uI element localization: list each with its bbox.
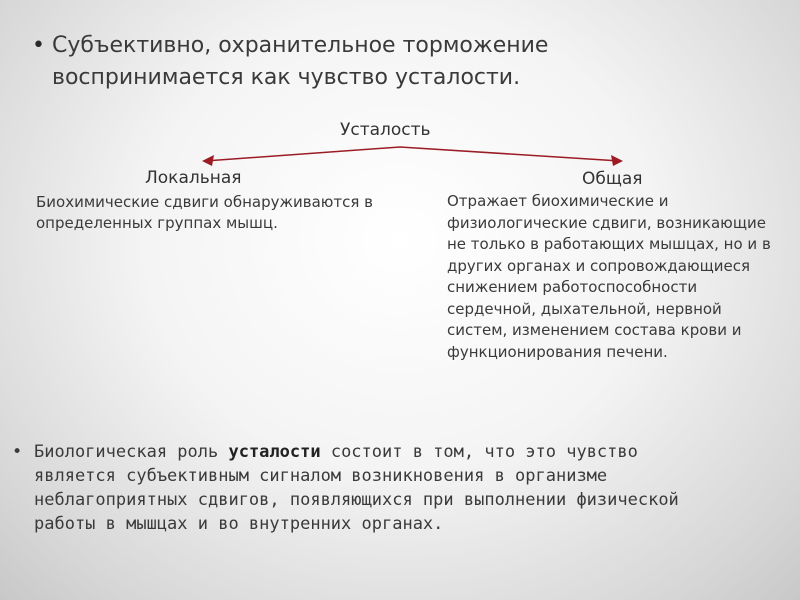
bullet-dot-icon: •	[32, 33, 45, 58]
bottom-bullet-bold-term: усталости	[228, 442, 321, 462]
top-bullet-text: Субъективно, охранительное торможение воспринимается как чувство усталости.	[52, 33, 549, 90]
bottom-bullet-text-after: состоит в том, что это чувство является субъективным сигналом возникновения в организме неблагоприятных сдвигов, появляющихся при выполнении физической работы в мышцах и во внутренних органах.	[34, 442, 679, 534]
local-fatigue-description: Биохимические сдвиги обнаруживаются в определенных группах мышц.	[36, 193, 374, 232]
bottom-bullet-text	[34, 440, 714, 536]
local-fatigue-heading: Локальная	[145, 168, 242, 188]
general-fatigue-description: Отражает биохимические и физиологические сдвиги, возникающие не только в работающих мышцах, но и в других органах и сопровождающиеся снижением работоспособности сердечной, дыхательной, нервной систем, изменением состава крови и функционирования печени.	[447, 192, 771, 361]
bottom-bullet-text-before: Биологическая роль	[34, 442, 229, 462]
arrowhead-left-icon	[202, 155, 214, 166]
diagram-arrow-line	[205, 147, 620, 161]
diagram-root-label: Усталость	[340, 120, 431, 140]
arrowhead-right-icon	[611, 155, 623, 166]
general-fatigue-heading: Общая	[582, 169, 643, 189]
bullet-dot-icon: •	[12, 442, 23, 462]
